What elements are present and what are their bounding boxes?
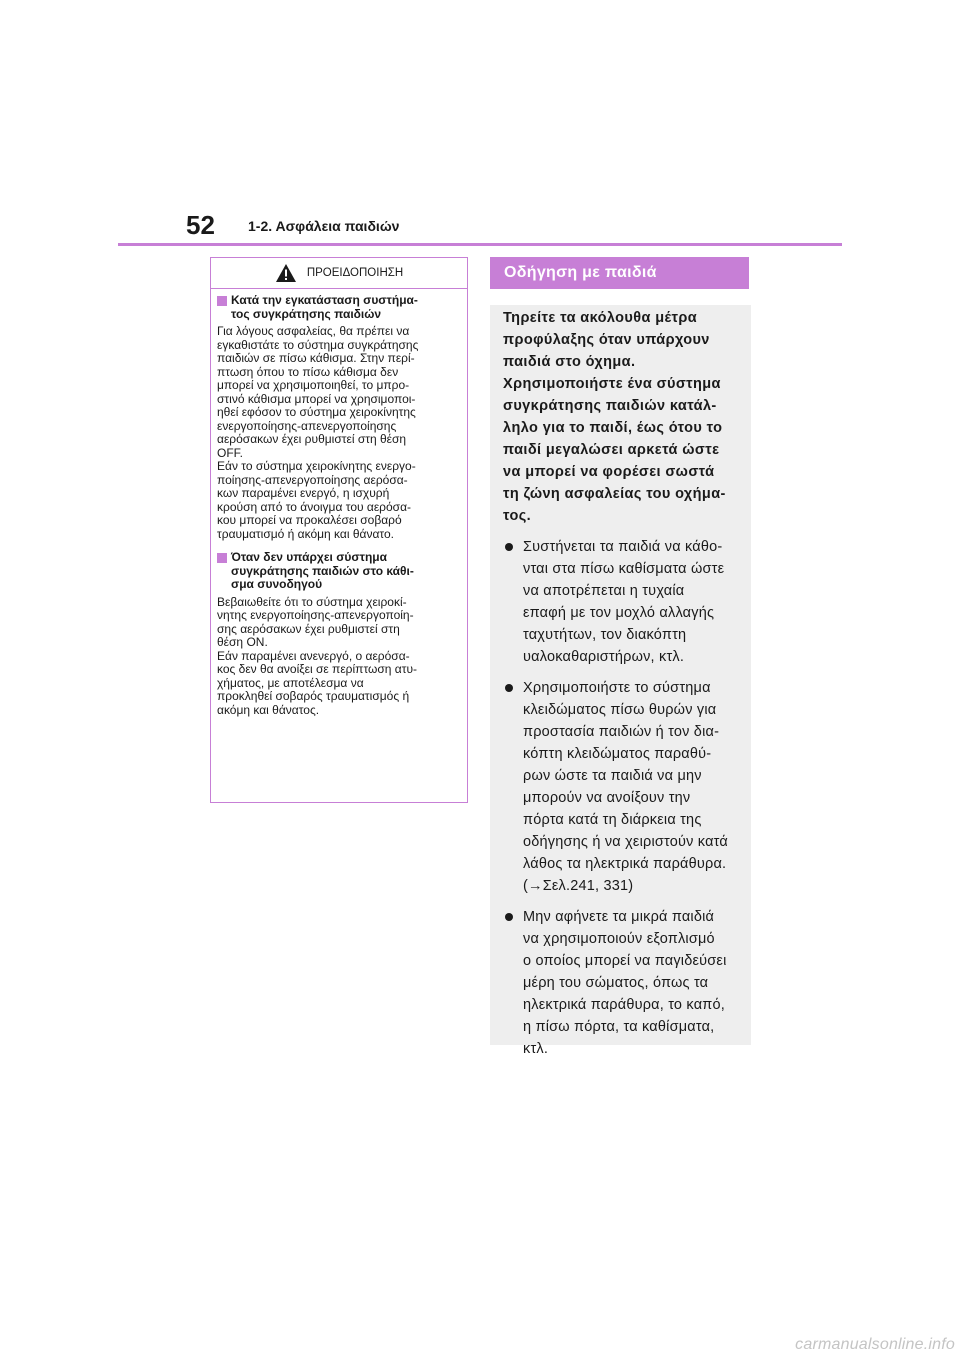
warning-title: ΠΡΟΕΙΔΟΠΟΙΗΣΗ <box>306 267 404 279</box>
page-reference-link[interactable]: (→Σελ.241, 331) <box>523 878 634 894</box>
section-header: 1-2. Ασφάλεια παιδιών <box>248 218 400 234</box>
info-box <box>490 305 751 1057</box>
warning-triangle-icon <box>275 263 297 283</box>
bullet-item: Χρησιμοποιήστε το σύστημα κλειδώματος πίσω θυρών για προστασία παιδιών ή τον δια- κόπτη κλειδώματος παραθύ- ρων ώστε τα παιδιά να μην μπορούν να ανοίξουν την πόρτα κατά τη διάρκεια της οδήγησης ή να χειριστούν κατά λάθος τα ηλεκτρικά παράθυρα. (→Σελ.241, 331) <box>503 677 739 897</box>
bullet-item: Συστήνεται τα παιδιά να κάθο- νται στα πίσω καθίσματα ώστε να αποτρέπεται η τυχαία επαφή με τον μοχλό αλλαγής ταχυτήτων, τον διακόπτη υαλοκαθαριστήρων, κτλ. <box>503 536 739 668</box>
warning-text-1: Για λόγους ασφαλείας, θα πρέπει να εγκαθιστάτε το σύστημα συγκράτησης παιδιών σε πίσω κάθισμα. Στην περί- πτωση όπου το πίσω κάθισμα δεν μπορεί να χρησιμοποιηθεί, το μπρο- στινό κάθισμα μπορεί να χρησιμοποι- ηθεί εφόσον το σύστημα χειροκίνητης ενεργοποίησης-απενεργοποίησης αερόσακων έχει ρυθμιστεί στη θέση OFF. Εάν το σύστημα χειροκίνητης ενεργο- ποίησης-απενεργοποίησης αερόσα- κων παραμένει ενεργό, η ισχυρή κρούση από το άνοιγμα του αερόσα- κου μπορεί να προκαλέσει σοβαρό τραυματισμό ή ακόμη και θάνατο. <box>217 324 419 541</box>
section-title: Οδήγηση με παιδιά <box>490 257 749 289</box>
bullet-dot-icon <box>505 913 513 921</box>
warning-section-1 <box>217 294 461 541</box>
bullet-item: Μην αφήνετε τα μικρά παιδιά να χρησιμοποιούν εξοπλισμό ο οποίος μπορεί να παγιδεύσει μέρη του σώματος, όπως τα ηλεκτρικά παράθυρα, το καπό, η πίσω πόρτα, τα καθίσματα, κτλ. <box>503 906 739 1060</box>
square-bullet-icon <box>217 553 227 563</box>
warning-heading-2: Όταν δεν υπάρχει σύστημα συγκράτησης παιδιών στο κάθι- σμα συνοδηγού <box>217 551 461 592</box>
bullet-dot-icon <box>505 684 513 692</box>
warning-box <box>210 257 468 803</box>
warning-heading-1: Κατά την εγκατάσταση συστήμα- τος συγκράτησης παιδιών <box>217 294 461 321</box>
square-bullet-icon <box>217 296 227 306</box>
page-number: 52 <box>186 210 215 240</box>
bullet-dot-icon <box>505 543 513 551</box>
warning-header <box>211 258 467 289</box>
header-rule <box>118 243 842 246</box>
warning-text-2: Βεβαιωθείτε ότι το σύστημα χειροκί- νητης ενεργοποίησης-απενεργοποίη- σης αερόσακων έχει ρυθμιστεί στη θέση ON. Εάν παραμένει ανενεργό, ο αερόσα- κος δεν θα ανοίξει σε περίπτωση ατυ- χήματος, με αποτέλεσμα να προκληθεί σοβαρός τραυματισμός ή ακόμη και θάνατος. <box>217 594 418 717</box>
watermark: carmanualsonline.info <box>795 1336 955 1353</box>
warning-body <box>211 289 467 717</box>
intro-text: Τηρείτε τα ακόλουθα μέτρα προφύλαξης όταν υπάρχουν παιδιά στο όχημα. Χρησιμοποιήστε ένα σύστημα συγκράτησης παιδιών κατάλ- ληλο για το παιδί, έως ότου το παιδί μεγαλώσει αρκετά ώστε να μπορεί να φορέσει σωστά τη ζώνη ασφαλείας του οχήμα- τος. <box>503 310 726 524</box>
warning-section-2 <box>217 551 461 717</box>
